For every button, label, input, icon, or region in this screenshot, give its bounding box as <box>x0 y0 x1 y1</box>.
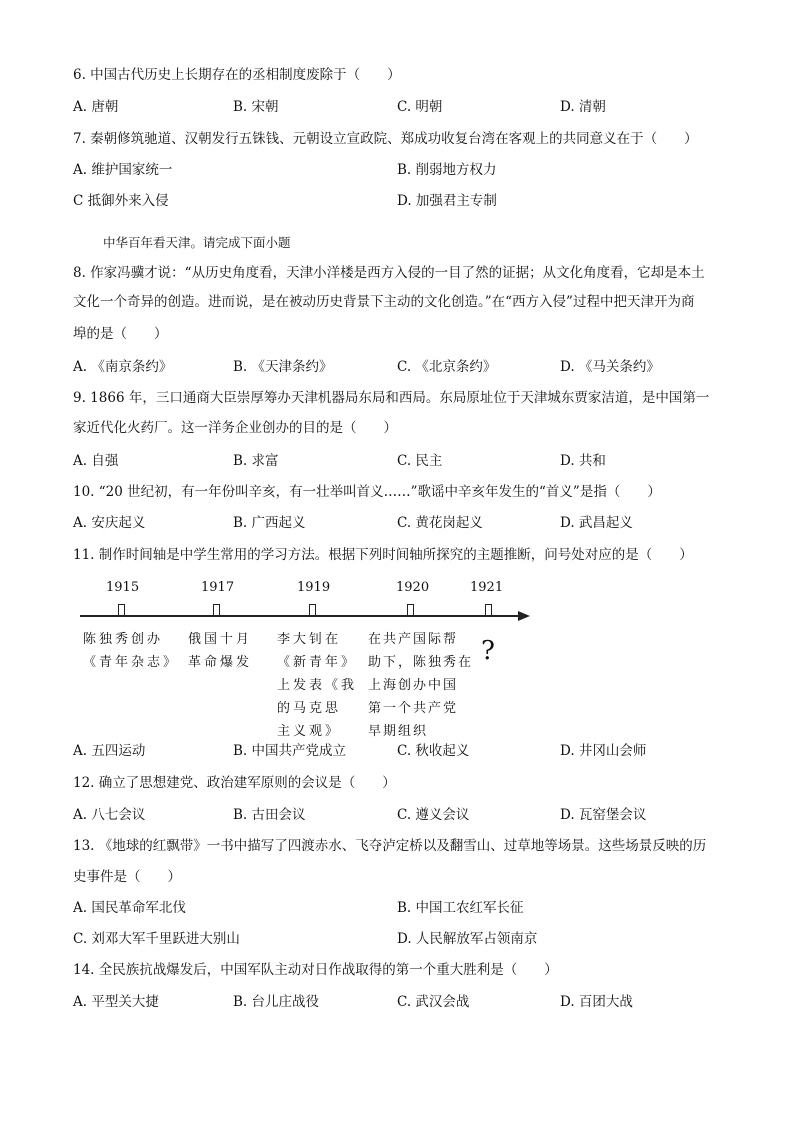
q11-option-d: D. 井冈山会师 <box>560 743 647 759</box>
timeline-arrow-icon <box>518 611 530 621</box>
q9-option-d: D. 共和 <box>560 453 606 469</box>
q10-option-c: C. 黄花岗起义 <box>397 515 483 531</box>
q8-stem-2: 文化一个奇异的创造。进而说，是在被动历史背景下主动的文化创造。”在“西方入侵”过程中把天津开为商 <box>73 294 695 310</box>
timeline-event-1919 <box>277 628 357 743</box>
q9-option-a: A. 自强 <box>73 453 119 469</box>
q10-option-a: A. 安庆起义 <box>73 515 146 531</box>
event-line: 李大钊在 <box>277 632 342 647</box>
q11-option-c: C. 秋收起义 <box>397 743 470 759</box>
q6-stem: 6. 中国古代历史上长期存在的丞相制度废除于（ ） <box>73 67 401 83</box>
q7-option-c: C 抵御外来入侵 <box>73 193 169 209</box>
q9-option-b: B. 求富 <box>233 453 279 469</box>
q12-option-d: D. 瓦窑堡会议 <box>560 807 647 823</box>
q8-option-d: D. 《马关条约》 <box>560 359 660 375</box>
q13-option-b: B. 中国工农红军长征 <box>397 900 524 916</box>
q8-option-c: C. 《北京条约》 <box>397 359 497 375</box>
q8-option-b: B. 《天津条约》 <box>233 359 333 375</box>
q13-option-a: A. 国民革命军北伐 <box>73 900 186 916</box>
q9-stem-2: 家近代化火药厂。这一洋务企业创办的目的是（ ） <box>73 420 397 436</box>
q10-stem: 10. “20 世纪初，有一年份叫辛亥，有一壮举叫首义……”歌谣中辛亥年发生的“首义”是指（ ） <box>73 484 661 500</box>
q7-stem: 7. 秦朝修筑驰道、汉朝发行五铢钱、元朝设立宣政院、郑成功收复台湾在客观上的共同意义在于（ ） <box>73 131 698 147</box>
q14-option-b: B. 台儿庄战役 <box>233 994 320 1010</box>
timeline-tick <box>407 604 414 616</box>
timeline-tick <box>309 604 316 616</box>
event-line: 《新青年》 <box>277 655 358 670</box>
q7-option-b: B. 削弱地方权力 <box>397 162 497 178</box>
q6-option-c: C. 明朝 <box>397 99 443 115</box>
event-line: 革命爆发 <box>188 655 253 670</box>
q11-option-b: B. 中国共产党成立 <box>233 743 347 759</box>
event-line: 在共产国际帮 <box>368 632 459 647</box>
event-line: 的马克思 <box>277 701 342 716</box>
event-line: 主义观》 <box>277 724 342 739</box>
q9-stem-1: 9. 1866 年，三口通商大臣崇厚筹办天津机器局东局和西局。东局原址位于天津城东贾家洁道，是中国第一 <box>73 390 710 406</box>
timeline-event-1915 <box>83 628 179 674</box>
q14-option-d: D. 百团大战 <box>560 994 633 1010</box>
section-intro: 中华百年看天津。请完成下面小题 <box>103 235 291 250</box>
q11-stem: 11. 制作时间轴是中学生常用的学习方法。根据下列时间轴所探究的主题推断，问号处对应的是（ ） <box>73 547 693 563</box>
event-line: 上海创办中国 <box>368 678 459 693</box>
q12-option-c: C. 遵义会议 <box>397 807 470 823</box>
q14-stem: 14. 全民族抗战爆发后，中国军队主动对日作战取得的第一个重大胜利是（ ） <box>73 962 558 978</box>
q11-option-a: A. 五四运动 <box>73 743 146 759</box>
q10-option-d: D. 武昌起义 <box>560 515 633 531</box>
q8-stem-1: 8. 作家冯骥才说：“从历史角度看，天津小洋楼是西方入侵的一目了然的证据；从文化角度看，它却是本土 <box>73 265 705 281</box>
q12-option-b: B. 古田会议 <box>233 807 306 823</box>
event-line: 早期组织 <box>368 724 429 739</box>
q7-option-a: A. 维护国家统一 <box>73 162 173 178</box>
event-line: 助下，陈独秀在 <box>368 655 474 670</box>
q6-option-a: A. 唐朝 <box>73 99 119 115</box>
q8-option-a: A. 《南京条约》 <box>73 359 173 375</box>
q12-stem: 12. 确立了思想建党、政治建军原则的会议是（ ） <box>73 775 396 791</box>
q13-option-d: D. 人民解放军占领南京 <box>397 931 538 947</box>
event-line: 俄国十月 <box>188 632 253 647</box>
q14-option-a: A. 平型关大捷 <box>73 994 159 1010</box>
q12-option-a: A. 八七会议 <box>73 807 146 823</box>
timeline-year: 1917 <box>201 580 235 595</box>
event-line: 上发表《我 <box>277 678 358 693</box>
timeline-question-mark: ? <box>481 636 495 666</box>
q6-option-b: B. 宋朝 <box>233 99 279 115</box>
q7-option-d: D. 加强君主专制 <box>397 193 497 209</box>
timeline-year: 1921 <box>470 580 504 595</box>
timeline-tick <box>485 604 492 616</box>
timeline-year: 1919 <box>297 580 331 595</box>
event-line: 《青年杂志》 <box>83 655 180 670</box>
timeline-tick <box>118 604 125 616</box>
event-line: 陈独秀创办 <box>83 632 164 647</box>
q13-stem-2: 史事件是（ ） <box>73 869 181 885</box>
timeline-year: 1915 <box>106 580 140 595</box>
timeline-axis <box>80 615 520 617</box>
q13-option-c: C. 刘邓大军千里跃进大别山 <box>73 931 240 947</box>
q9-option-c: C. 民主 <box>397 453 443 469</box>
q8-stem-3: 埠的是（ ） <box>73 326 168 342</box>
q6-option-d: D. 清朝 <box>560 99 606 115</box>
timeline-tick <box>213 604 220 616</box>
event-line: 第一个共产党 <box>368 701 459 716</box>
q14-option-c: C. 武汉会战 <box>397 994 470 1010</box>
timeline-event-1920 <box>368 628 473 743</box>
timeline-year: 1920 <box>396 580 430 595</box>
q13-stem-1: 13. 《地球的红飘带》一书中描写了四渡赤水、飞夺泸定桥以及翻雪山、过草地等场景。这些场景反映的历 <box>73 838 707 854</box>
timeline-event-1917 <box>188 628 252 674</box>
q10-option-b: B. 广西起义 <box>233 515 306 531</box>
